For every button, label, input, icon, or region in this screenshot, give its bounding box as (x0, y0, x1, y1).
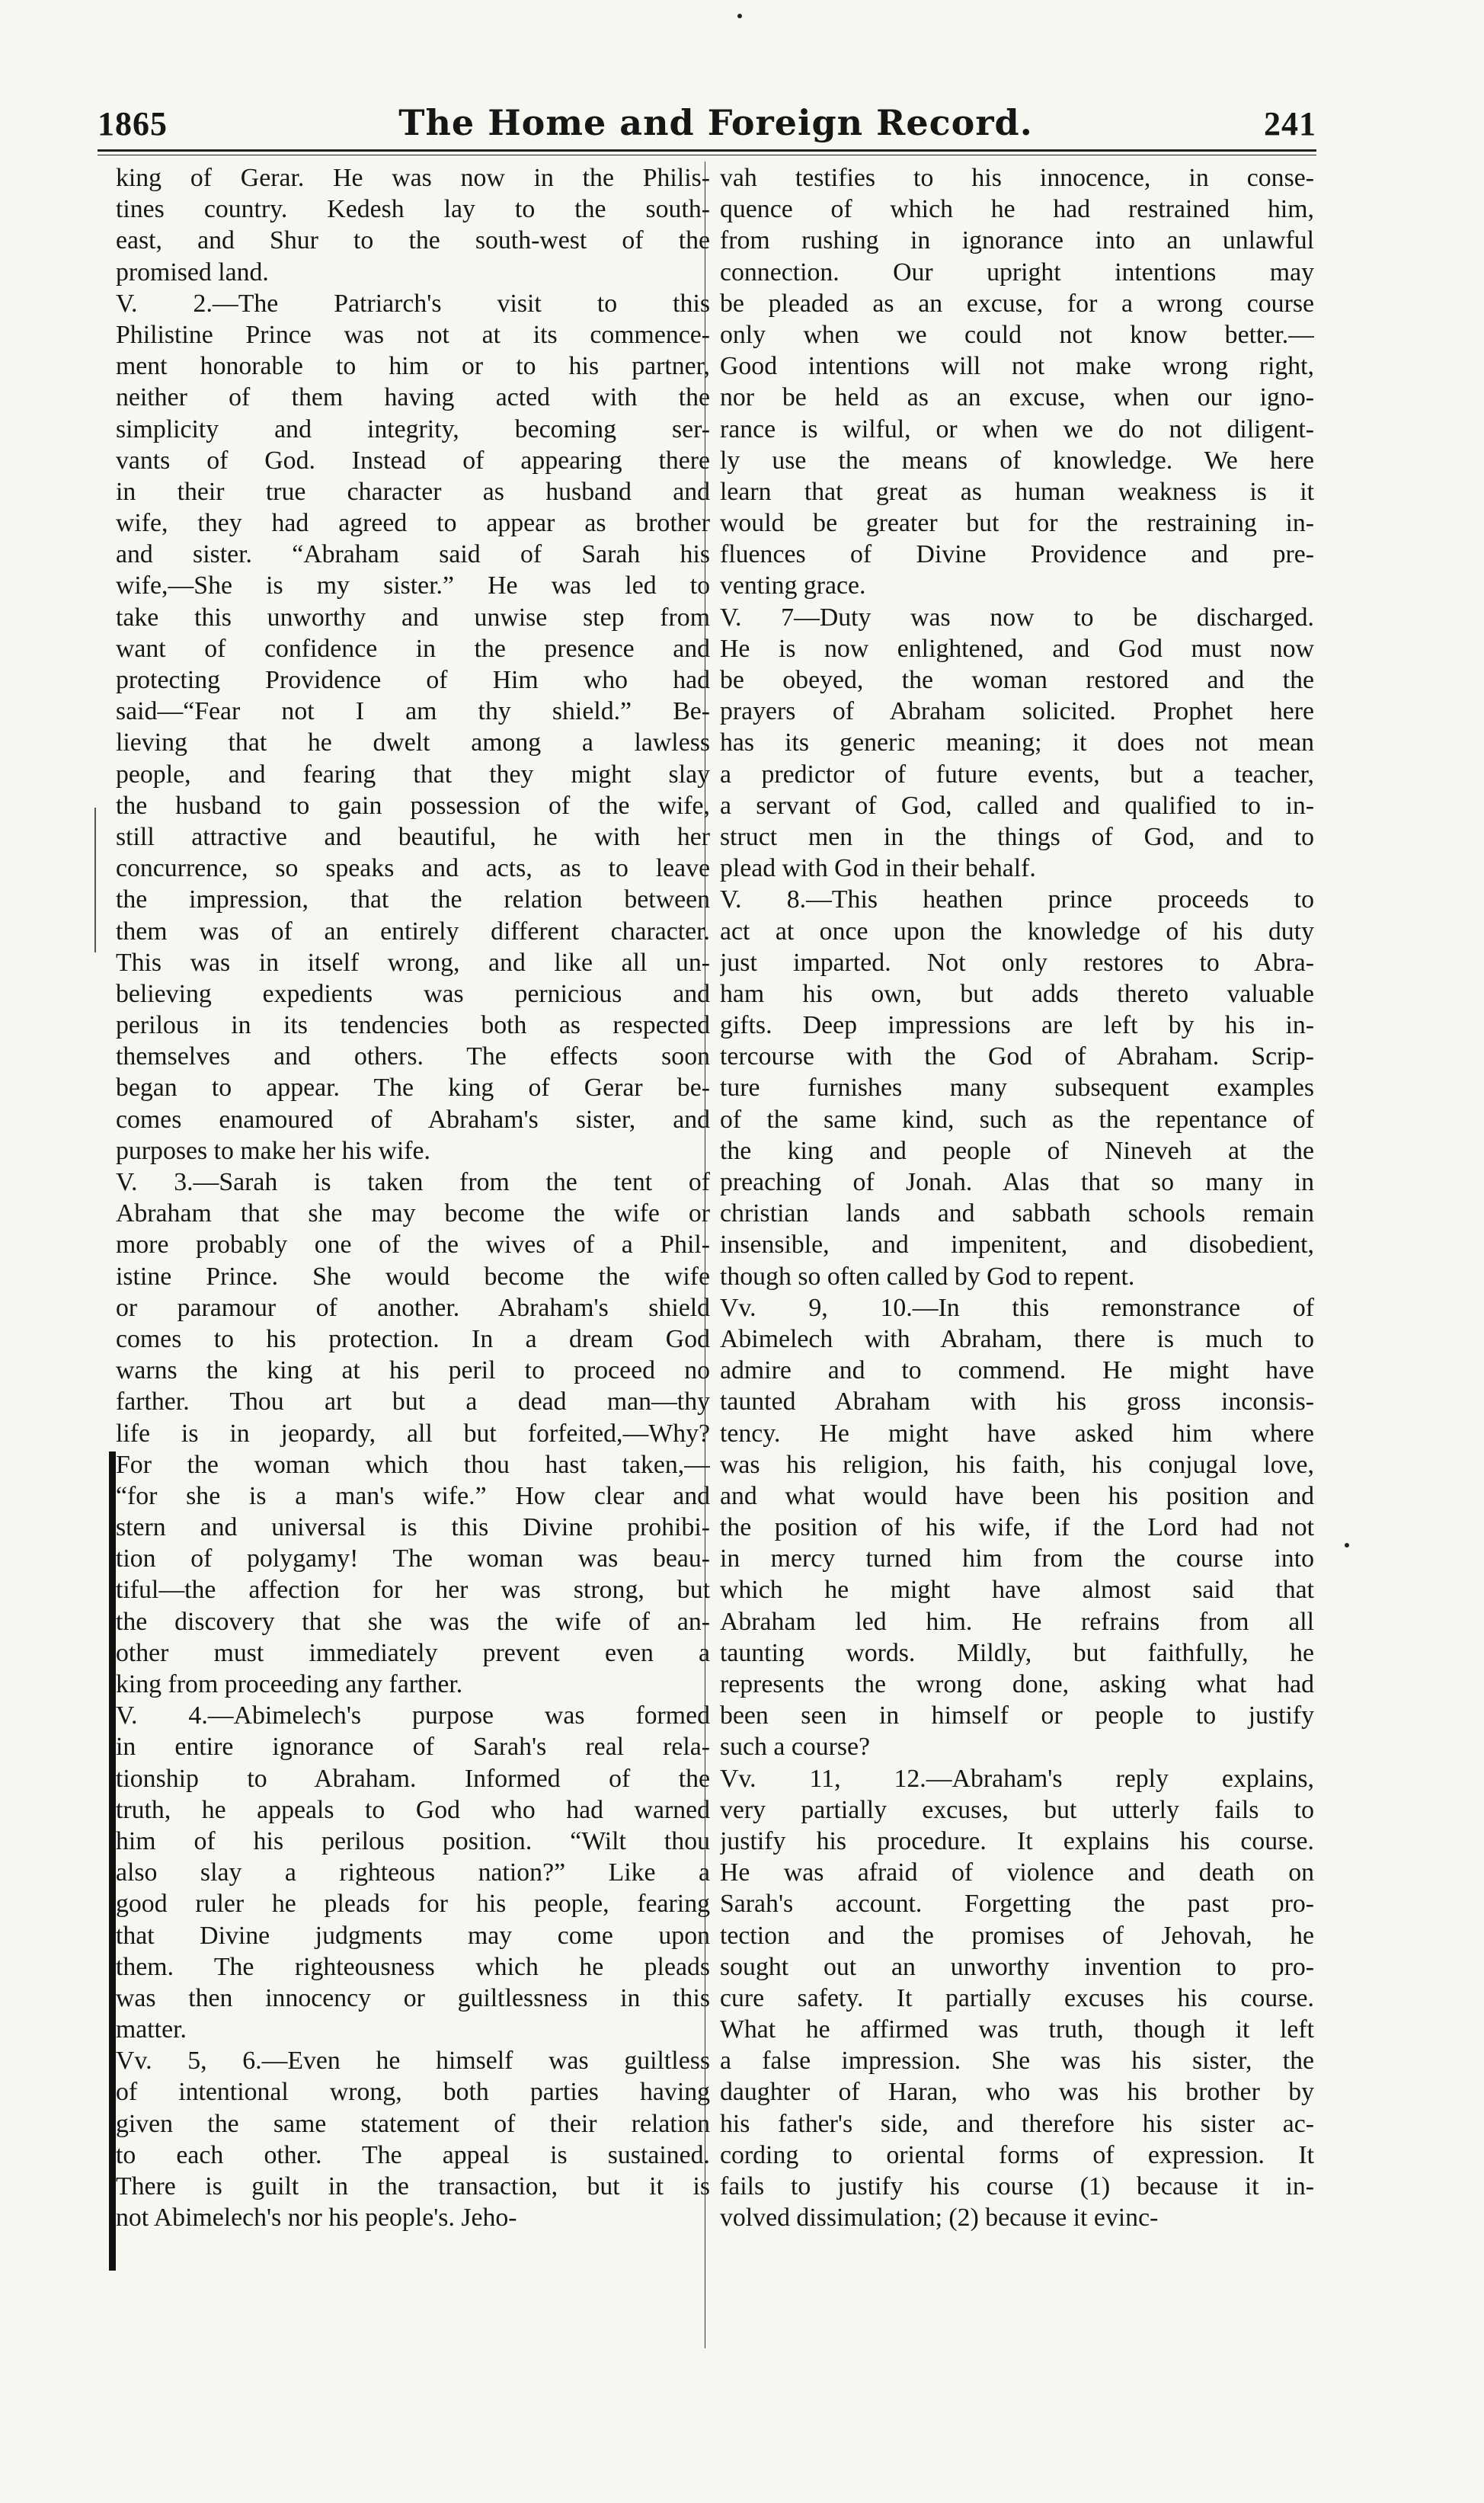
text-line: given the same statement of their relation (116, 2109, 710, 2138)
text-line: represents the wrong done, asking what had (720, 1670, 1314, 1698)
text-line: king of Gerar. He was now in the Philis- (116, 164, 710, 192)
text-line: There is guilt in the transaction, but it is (116, 2172, 710, 2201)
text-line: Sarah's account. Forgetting the past pro- (720, 1890, 1314, 1919)
text-line: in their true character as husband and (116, 477, 710, 506)
text-line: themselves and others. The effects soon (116, 1042, 710, 1071)
text-line: ham his own, but adds thereto valuable (720, 979, 1314, 1008)
text-line: V. 3.—Sarah is taken from the tent of (116, 1168, 710, 1196)
text-line: wife,—She is my sister.” He was led to (116, 571, 710, 600)
text-line: vah testifies to his innocence, in conse- (720, 164, 1314, 192)
text-line: other must immediately prevent even a (116, 1638, 710, 1667)
text-line: tercourse with the God of Abraham. Scrip- (720, 1042, 1314, 1071)
text-line: such a course? (720, 1733, 871, 1762)
text-line: learn that great as human weakness is it (720, 477, 1314, 506)
text-line: cording to oriental forms of expression. It (720, 2140, 1314, 2169)
text-line: the discovery that she was the wife of an- (116, 1607, 710, 1636)
header-rule (98, 149, 1316, 152)
text-line: want of confidence in the presence and (116, 634, 710, 663)
text-line: perilous in its tendencies both as respected (116, 1011, 710, 1040)
text-line: Vv. 9, 10.—In this remonstrance of (720, 1293, 1314, 1322)
text-line: him of his perilous position. “Wilt thou (116, 1826, 710, 1855)
text-line: only when we could not know better.— (720, 320, 1314, 349)
text-line: venting grace. (720, 571, 866, 600)
text-line: was his religion, his faith, his conjugal love, (720, 1450, 1314, 1479)
text-line: truth, he appeals to God who had warned (116, 1795, 710, 1824)
text-line: east, and Shur to the south-west of the (116, 226, 710, 255)
text-line: struct men in the things of God, and to (720, 822, 1314, 851)
text-line: nor be held as an excuse, when our igno- (720, 383, 1314, 412)
text-line: though so often called by God to repent. (720, 1262, 1135, 1291)
text-line: been seen in himself or people to justify (720, 1701, 1314, 1730)
text-line: believing expedients was pernicious and (116, 979, 710, 1008)
text-line: matter. (116, 2015, 187, 2044)
text-line: ly use the means of knowledge. We here (720, 446, 1314, 475)
text-line: concurrence, so speaks and acts, as to leave (116, 854, 710, 883)
text-line: connection. Our upright intentions may (720, 258, 1314, 286)
text-line: which he might have almost said that (720, 1576, 1314, 1605)
text-line: tion of polygamy! The woman was beau- (116, 1544, 710, 1573)
text-line: comes to his protection. In a dream God (116, 1324, 710, 1353)
text-line: taunted Abraham with his gross inconsis- (720, 1388, 1314, 1416)
text-line: Abraham led him. He refrains from all (720, 1607, 1314, 1636)
text-line: plead with God in their behalf. (720, 854, 1036, 883)
text-line: a predictor of future events, but a teacher, (720, 760, 1314, 789)
text-line: a servant of God, called and qualified to in- (720, 791, 1314, 820)
text-line: What he affirmed was truth, though it left (720, 2015, 1314, 2044)
text-line: Vv. 5, 6.—Even he himself was guiltless (116, 2047, 710, 2076)
text-line: Abimelech with Abraham, there is much to (720, 1324, 1314, 1353)
text-line: also slay a righteous nation?” Like a (116, 1858, 710, 1887)
text-line: to each other. The appeal is sustained. (116, 2140, 710, 2169)
text-line: was then innocency or guiltlessness in this (116, 1983, 710, 2012)
text-line: his father's side, and therefore his sister ac- (720, 2109, 1314, 2138)
text-line: gifts. Deep impressions are left by his in- (720, 1011, 1314, 1040)
text-line: stern and universal is this Divine prohibi- (116, 1513, 710, 1542)
text-line: istine Prince. She would become the wife (116, 1262, 710, 1291)
text-line: Vv. 11, 12.—Abraham's reply explains, (720, 1764, 1314, 1793)
text-line: in entire ignorance of Sarah's real rela- (116, 1733, 710, 1762)
text-line: the position of his wife, if the Lord had not (720, 1513, 1314, 1542)
text-line: be obeyed, the woman restored and the (720, 666, 1314, 694)
text-line: would be greater but for the restraining in- (720, 509, 1314, 538)
ink-speck (737, 14, 742, 18)
text-line: and what would have been his position and (720, 1481, 1314, 1510)
text-line: sought out an unworthy invention to pro- (720, 1952, 1314, 1981)
text-line: them was of an entirely different character. (116, 917, 710, 946)
text-line: just imparted. Not only restores to Abra- (720, 948, 1314, 977)
text-line: volved dissimulation; (2) because it evinc- (720, 2204, 1159, 2233)
text-line: act at once upon the knowledge of his duty (720, 917, 1314, 946)
text-line: or paramour of another. Abraham's shield (116, 1293, 710, 1322)
text-line: fluences of Divine Providence and pre- (720, 540, 1314, 569)
page-header (98, 82, 1316, 143)
text-line: simplicity and integrity, becoming ser- (116, 414, 710, 443)
text-line: purposes to make her his wife. (116, 1136, 430, 1165)
text-line: fails to justify his course (1) because it in- (720, 2172, 1314, 2201)
text-line: taunting words. Mildly, but faithfully, he (720, 1638, 1314, 1667)
text-line: of the same kind, such as the repentance of (720, 1105, 1314, 1134)
text-line: tines country. Kedesh lay to the south- (116, 195, 710, 224)
text-line: Good intentions will not make wrong right, (720, 352, 1314, 381)
text-line: began to appear. The king of Gerar be- (116, 1074, 710, 1103)
text-line: V. 2.—The Patriarch's visit to this (116, 289, 710, 318)
text-line: rance is wilful, or when we do not diligent- (720, 414, 1314, 443)
text-line: Philistine Prince was not at its commence- (116, 320, 710, 349)
journal-title: The Home and Foreign Record. (398, 102, 1033, 143)
text-line: them. The righteousness which he pleads (116, 1952, 710, 1981)
text-line: the king and people of Nineveh at the (720, 1136, 1314, 1165)
text-line: wife, they had agreed to appear as brother (116, 509, 710, 538)
text-line: be pleaded as an excuse, for a wrong course (720, 289, 1314, 318)
text-line: cure safety. It partially excuses his course. (720, 1983, 1314, 2012)
text-line: daughter of Haran, who was his brother by (720, 2078, 1314, 2107)
text-line: This was in itself wrong, and like all un- (116, 948, 710, 977)
text-line: of intentional wrong, both parties having (116, 2078, 710, 2107)
text-line: that Divine judgments may come upon (116, 1921, 710, 1950)
text-line: prayers of Abraham solicited. Prophet here (720, 697, 1314, 726)
text-line: a false impression. She was his sister, the (720, 2047, 1314, 2076)
text-line: insensible, and impenitent, and disobedient, (720, 1231, 1314, 1260)
right-column (720, 162, 1314, 2233)
text-line: V. 7—Duty was now to be discharged. (720, 603, 1314, 632)
left-column (116, 162, 710, 2233)
page-number: 241 (1263, 105, 1316, 142)
page-year: 1865 (98, 105, 168, 142)
text-line: the husband to gain possession of the wife, (116, 791, 710, 820)
text-line: admire and to commend. He might have (720, 1356, 1314, 1385)
margin-mark-thin (94, 808, 96, 952)
text-line: tection and the promises of Jehovah, he (720, 1921, 1314, 1950)
text-line: He was afraid of violence and death on (720, 1858, 1314, 1887)
text-line: has its generic meaning; it does not mean (720, 728, 1314, 757)
text-line: tiful—the affection for her was strong, but (116, 1576, 710, 1605)
text-line: take this unworthy and unwise step from (116, 603, 710, 632)
text-line: protecting Providence of Him who had (116, 666, 710, 694)
text-line: life is in jeopardy, all but forfeited,—Why? (116, 1419, 710, 1448)
text-line: in mercy turned him from the course into (720, 1544, 1314, 1573)
text-line: warns the king at his peril to proceed no (116, 1356, 710, 1385)
text-line: the impression, that the relation between (116, 885, 710, 914)
text-line: tency. He might have asked him where (720, 1419, 1314, 1448)
text-line: good ruler he pleads for his people, fearing (116, 1890, 710, 1919)
text-line: said—“Fear not I am thy shield.” Be- (116, 697, 710, 726)
text-line: preaching of Jonah. Alas that so many in (720, 1168, 1314, 1196)
text-line: Abraham that she may become the wife or (116, 1199, 710, 1228)
text-line: comes enamoured of Abraham's sister, and (116, 1105, 710, 1134)
text-line: For the woman which thou hast taken,— (116, 1450, 710, 1479)
ink-speck (1345, 1543, 1349, 1548)
text-line: still attractive and beautiful, he with her (116, 822, 710, 851)
text-line: V. 8.—This heathen prince proceeds to (720, 885, 1314, 914)
text-line: and sister. “Abraham said of Sarah his (116, 540, 710, 569)
text-line: quence of which he had restrained him, (720, 195, 1314, 224)
text-line: from rushing in ignorance into an unlawful (720, 226, 1314, 255)
text-line: vants of God. Instead of appearing there (116, 446, 710, 475)
margin-mark (109, 1452, 116, 2271)
text-line: king from proceeding any farther. (116, 1670, 463, 1698)
text-line: “for she is a man's wife.” How clear and (116, 1481, 710, 1510)
text-line: justify his procedure. It explains his course. (720, 1826, 1314, 1855)
text-line: He is now enlightened, and God must now (720, 634, 1314, 663)
text-line: ment honorable to him or to his partner, (116, 352, 710, 381)
text-line: not Abimelech's nor his people's. Jeho- (116, 2204, 517, 2233)
text-line: farther. Thou art but a dead man—thy (116, 1388, 710, 1416)
text-line: very partially excuses, but utterly fails to (720, 1795, 1314, 1824)
text-line: ture furnishes many subsequent examples (720, 1074, 1314, 1103)
text-line: more probably one of the wives of a Phil- (116, 1231, 710, 1260)
text-line: christian lands and sabbath schools remain (720, 1199, 1314, 1228)
text-line: neither of them having acted with the (116, 383, 710, 412)
text-line: V. 4.—Abimelech's purpose was formed (116, 1701, 710, 1730)
text-line: lieving that he dwelt among a lawless (116, 728, 710, 757)
text-line: tionship to Abraham. Informed of the (116, 1764, 710, 1793)
text-line: people, and fearing that they might slay (116, 760, 710, 789)
text-line: promised land. (116, 258, 269, 286)
